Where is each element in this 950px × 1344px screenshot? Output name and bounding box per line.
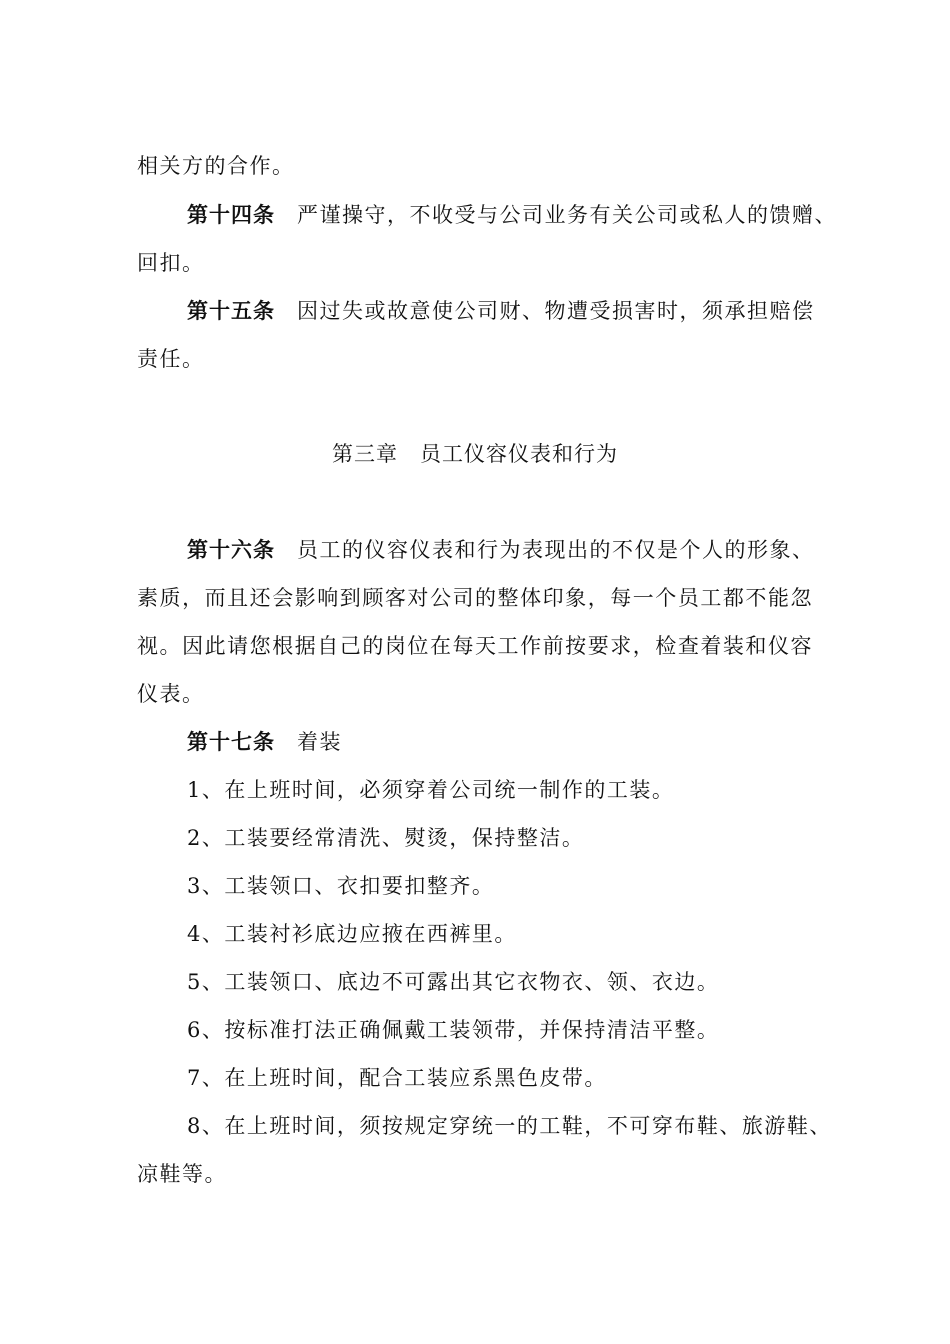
article-16-text-1: 员工的仪容仪表和行为表现出的不仅是个人的形象、 <box>297 538 815 562</box>
list-item: 7、在上班时间，配合工装应系黑色皮带。 <box>187 1066 607 1090</box>
article-15-text-1: 因过失或故意使公司财、物遭受损害时，须承担赔偿 <box>297 299 815 323</box>
article-15-line-1 <box>187 297 813 325</box>
article-16-line-2: 素质，而且还会影响到顾客对公司的整体印象，每一个员工都不能忽 <box>137 586 813 610</box>
article-14-text-1: 严谨操守，不收受与公司业务有关公司或私人的馈赠、 <box>297 203 837 227</box>
article-16-line-4: 仪表。 <box>137 682 205 706</box>
article-14-line-1 <box>187 201 837 229</box>
chapter-title: 员工仪容仪表和行为 <box>420 442 618 466</box>
list-item: 8、在上班时间，须按规定穿统一的工鞋，不可穿布鞋、旅游鞋、 <box>187 1114 832 1138</box>
list-item: 2、工装要经常清洗、熨烫，保持整洁。 <box>187 826 585 850</box>
article-17-title: 着装 <box>297 730 342 754</box>
article-16-label: 第十六条 <box>187 538 275 562</box>
list-item: 6、按标准打法正确佩戴工装领带，并保持清洁平整。 <box>187 1018 720 1042</box>
article-15-label: 第十五条 <box>187 299 275 323</box>
intro-continuation: 相关方的合作。 <box>137 154 295 178</box>
article-15-line-2: 责任。 <box>137 347 205 371</box>
article-16-line-3: 视。因此请您根据自己的岗位在每天工作前按要求，检查着装和仪容 <box>137 634 813 658</box>
list-item: 5、工装领口、底边不可露出其它衣物衣、领、衣边。 <box>187 970 720 994</box>
article-14-label: 第十四条 <box>187 203 275 227</box>
list-item: 1、在上班时间，必须穿着公司统一制作的工装。 <box>187 778 675 802</box>
article-16-line-1 <box>187 536 813 564</box>
article-14-line-2: 回扣。 <box>137 251 205 275</box>
list-item: 4、工装衬衫底边应掖在西裤里。 <box>187 922 517 946</box>
list-item: 3、工装领口、衣扣要扣整齐。 <box>187 874 495 898</box>
list-item-continuation: 凉鞋等。 <box>137 1162 227 1186</box>
chapter-number: 第三章 <box>332 442 398 466</box>
article-17-heading <box>187 728 342 756</box>
chapter-heading <box>0 440 950 468</box>
article-17-label: 第十七条 <box>187 730 275 754</box>
